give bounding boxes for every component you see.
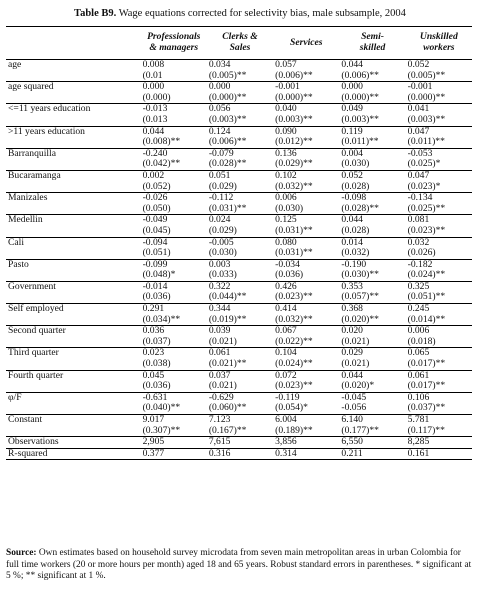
variable-label: Second quarter (6, 326, 141, 337)
coefficient-cell: 0.052 (339, 170, 405, 181)
coefficient-cell: -0.026 (141, 193, 207, 204)
column-header-row (6, 27, 472, 60)
coefficient-cell: 0.041 (406, 104, 472, 115)
std-error-cell: (0.030) (275, 202, 304, 214)
coefficient-cell: 0.040 (273, 104, 339, 115)
coefficient-cell: -0.112 (207, 193, 273, 204)
std-error-cell: (0.031)** (275, 247, 313, 259)
variable-label: <=11 years education (6, 104, 141, 115)
std-error-cell: (0.017)** (407, 380, 446, 392)
std-error-cell: (0.036) (142, 380, 171, 392)
stat-label: R-squared (6, 448, 141, 460)
variable-label: φ/F (6, 392, 141, 403)
coefficient-cell: 0.291 (141, 304, 207, 315)
std-error-cell: (0.025)** (407, 202, 446, 214)
coefficient-cell: 0.136 (273, 148, 339, 159)
std-error-cell: -0.056 (341, 402, 367, 414)
std-error-cell: (0.017)** (407, 358, 446, 370)
std-error-cell: (0.045) (142, 224, 171, 236)
variable-label-blank (6, 182, 141, 193)
std-error-cell: (0.031)** (275, 224, 313, 236)
std-error-cell: (0.018) (407, 335, 436, 347)
std-error-cell: (0.117)** (407, 424, 445, 436)
coefficient-cell: 0.003 (207, 259, 273, 270)
coefficient-cell: 0.051 (207, 170, 273, 181)
std-error-cell: (0.032)** (275, 313, 313, 325)
variable-label: Manizales (6, 193, 141, 204)
coefficient-cell: -0.001 (273, 82, 339, 93)
table-title: Wage equations corrected for selectivity bias, male subsample, 2004 (118, 8, 406, 19)
coefficient-cell: -0.134 (406, 193, 472, 204)
std-error-cell: (0.029) (208, 224, 237, 236)
std-error-cell: (0.028) (341, 180, 370, 192)
coefficient-cell: 0.036 (141, 326, 207, 337)
coefficient-cell: 0.002 (141, 170, 207, 181)
std-error-cell: (0.011)** (407, 136, 445, 148)
variable-label: Government (6, 281, 141, 292)
se-row (6, 359, 472, 370)
coefficient-cell: -0.045 (339, 392, 405, 403)
coef-row (6, 215, 472, 226)
regression-table (6, 26, 472, 460)
variable-label: Constant (6, 415, 141, 426)
variable-label-blank (6, 403, 141, 414)
coefficient-cell: -0.240 (141, 148, 207, 159)
variable-label-blank (6, 381, 141, 392)
coefficient-cell: 0.000 (207, 82, 273, 93)
coefficient-cell: 0.353 (339, 281, 405, 292)
std-error-cell: (0.003)** (208, 113, 247, 125)
coefficient-cell: 0.090 (273, 126, 339, 137)
variable-label: Fourth quarter (6, 370, 141, 381)
se-row (6, 93, 472, 104)
coefficient-cell: 0.032 (406, 237, 472, 248)
se-row (6, 426, 472, 437)
variable-label-blank (6, 426, 141, 437)
coefficient-cell: 0.047 (406, 126, 472, 137)
source-label: Source: (6, 548, 37, 558)
std-error-cell: (0.023)* (407, 180, 441, 192)
column-header: Professionals & managers (147, 31, 201, 53)
se-row (6, 292, 472, 303)
std-error-cell: (0.307)** (142, 424, 181, 436)
stat-value: 0.314 (273, 448, 339, 460)
std-error-cell: (0.006)** (341, 69, 379, 81)
variable-label-blank (6, 137, 141, 148)
coef-row (6, 415, 472, 426)
se-row (6, 226, 472, 237)
coefficient-cell: -0.190 (339, 259, 405, 270)
variable-label-blank (6, 337, 141, 348)
coefficient-cell: 0.081 (406, 215, 472, 226)
std-error-cell: (0.030) (341, 158, 370, 170)
coefficient-cell: 0.024 (207, 215, 273, 226)
coefficient-cell: 0.029 (339, 348, 405, 359)
coefficient-cell: -0.079 (207, 148, 273, 159)
se-row (6, 248, 472, 259)
header-empty (6, 27, 141, 60)
std-error-cell: (0.054)* (275, 402, 308, 414)
variable-label: age squared (6, 82, 141, 93)
coefficient-cell: -0.119 (273, 392, 339, 403)
variable-label: Third quarter (6, 348, 141, 359)
coefficient-cell: 7.123 (207, 415, 273, 426)
se-row (6, 270, 472, 281)
stat-value: 0.377 (141, 448, 207, 460)
std-error-cell: (0.000) (142, 91, 171, 103)
variable-label-blank (6, 71, 141, 82)
coefficient-cell: 9.017 (141, 415, 207, 426)
std-error-cell: (0.026) (407, 247, 436, 259)
coefficient-cell: 0.414 (273, 304, 339, 315)
column-header: Clerks & Sales (222, 31, 258, 53)
coefficient-cell: 0.057 (275, 59, 297, 70)
variable-label: Self employed (6, 304, 141, 315)
stat-value: 0.316 (207, 448, 273, 460)
coef-row (6, 370, 472, 381)
std-error-cell: (0.008)** (142, 136, 181, 148)
coefficient-cell: 0.047 (406, 170, 472, 181)
se-row (6, 137, 472, 148)
coefficient-cell: 5.781 (406, 415, 472, 426)
coefficient-cell: 0.325 (406, 281, 472, 292)
stat-value: 6,550 (339, 437, 405, 449)
variable-label-blank (6, 226, 141, 237)
se-row (6, 71, 472, 82)
source-note (6, 548, 472, 583)
variable-label: Barranquilla (6, 148, 141, 159)
stat-value: 7,615 (207, 437, 273, 449)
se-row (6, 182, 472, 193)
coefficient-cell: 0.044 (341, 59, 363, 70)
std-error-cell: (0.177)** (341, 424, 379, 436)
std-error-cell: (0.051) (142, 247, 171, 259)
std-error-cell: (0.057)** (341, 291, 379, 303)
std-error-cell: (0.014)** (407, 313, 446, 325)
coefficient-cell: -0.049 (141, 215, 207, 226)
coefficient-cell: -0.053 (406, 148, 472, 159)
std-error-cell: (0.005)** (208, 69, 247, 81)
coefficient-cell: 0.004 (339, 148, 405, 159)
source-text: Own estimates based on household survey microdata from seven main metropolitan areas in urban Colombia for full time workers (20 or more hours per month) aged 18 and 65 years. Robust standard errors in parentheses. * significant at 5 %; ** significant at 1 %. (6, 548, 472, 581)
std-error-cell: (0.029)** (275, 158, 313, 170)
std-error-cell: (0.01 (142, 69, 163, 81)
std-error-cell: (0.003)** (407, 113, 446, 125)
coefficient-cell: 0.344 (207, 304, 273, 315)
stat-row (6, 437, 472, 449)
coefficient-cell: 0.124 (207, 126, 273, 137)
std-error-cell: (0.032)** (275, 180, 313, 192)
std-error-cell: (0.042)** (142, 158, 181, 170)
coefficient-cell: -0.631 (141, 392, 207, 403)
std-error-cell: (0.000)** (208, 91, 247, 103)
column-header: Unskilled workers (419, 31, 458, 53)
variable-label: Pasto (6, 259, 141, 270)
variable-label-blank (6, 248, 141, 259)
coefficient-cell: 0.045 (141, 370, 207, 381)
stat-value: 0.211 (339, 448, 405, 460)
stat-value: 2,905 (141, 437, 207, 449)
coefficient-cell: 6.004 (273, 415, 339, 426)
std-error-cell: (0.021) (341, 358, 370, 370)
coefficient-cell: 0.065 (406, 348, 472, 359)
coefficient-cell: 0.080 (273, 237, 339, 248)
std-error-cell: (0.021) (208, 380, 237, 392)
variable-label: Medellin (6, 215, 141, 226)
std-error-cell: (0.005)** (407, 69, 446, 81)
variable-label-blank (6, 115, 141, 126)
std-error-cell: (0.012)** (275, 136, 313, 148)
variable-label: >11 years education (6, 126, 141, 137)
std-error-cell: (0.036) (275, 269, 304, 281)
std-error-cell: (0.044)** (208, 291, 247, 303)
se-row (6, 159, 472, 170)
coef-row (6, 60, 472, 71)
table-caption (0, 8, 480, 19)
coefficient-cell: 6.140 (339, 415, 405, 426)
coefficient-cell: -0.098 (339, 193, 405, 204)
std-error-cell: (0.020)** (341, 313, 379, 325)
column-header: Semi- skilled (359, 31, 386, 53)
std-error-cell: (0.023)** (407, 224, 446, 236)
coefficient-cell: 0.000 (339, 82, 405, 93)
coefficient-cell: 0.044 (339, 215, 405, 226)
std-error-cell: (0.031)** (208, 202, 247, 214)
coefficient-cell: 0.245 (406, 304, 472, 315)
std-error-cell: (0.040)** (142, 402, 181, 414)
std-error-cell: (0.034)** (142, 313, 181, 325)
se-row (6, 115, 472, 126)
se-row (6, 381, 472, 392)
std-error-cell: (0.003)** (341, 113, 379, 125)
std-error-cell: (0.000)** (341, 91, 379, 103)
std-error-cell: (0.036) (142, 291, 171, 303)
coefficient-cell: -0.013 (141, 104, 207, 115)
std-error-cell: (0.000)** (407, 91, 446, 103)
coef-row (6, 237, 472, 248)
std-error-cell: (0.048)* (142, 269, 176, 281)
std-error-cell: (0.021)** (208, 358, 247, 370)
std-error-cell: (0.050) (142, 202, 171, 214)
variable-label-blank (6, 204, 141, 215)
coefficient-cell: 0.067 (273, 326, 339, 337)
variable-label: age (8, 59, 22, 70)
variable-label: Cali (6, 237, 141, 248)
coefficient-cell: 0.322 (207, 281, 273, 292)
coefficient-cell: 0.006 (406, 326, 472, 337)
se-row (6, 337, 472, 348)
table-body (6, 60, 472, 460)
coefficient-cell: -0.014 (141, 281, 207, 292)
table-label: Table B9. (74, 8, 117, 19)
coefficient-cell: 0.044 (141, 126, 207, 137)
stat-value: 0.161 (406, 448, 472, 460)
std-error-cell: (0.037)** (407, 402, 446, 414)
coefficient-cell: 0.106 (406, 392, 472, 403)
coefficient-cell: 0.037 (207, 370, 273, 381)
std-error-cell: (0.013 (142, 113, 168, 125)
std-error-cell: (0.032) (341, 247, 370, 259)
coefficient-cell: -0.182 (406, 259, 472, 270)
coefficient-cell: 0.102 (273, 170, 339, 181)
stat-row (6, 448, 472, 460)
coefficient-cell: 0.119 (339, 126, 405, 137)
coefficient-cell: 0.000 (141, 82, 207, 93)
column-header: Services (290, 36, 323, 48)
std-error-cell: (0.167)** (208, 424, 247, 436)
std-error-cell: (0.023)** (275, 380, 313, 392)
std-error-cell: (0.033) (208, 269, 237, 281)
std-error-cell: (0.037) (142, 335, 171, 347)
coefficient-cell: 0.006 (273, 193, 339, 204)
coefficient-cell: -0.629 (207, 392, 273, 403)
coefficient-cell: 0.056 (207, 104, 273, 115)
stat-value: 3,856 (273, 437, 339, 449)
coefficient-cell: 0.039 (207, 326, 273, 337)
variable-label-blank (6, 270, 141, 281)
std-error-cell: (0.024)** (275, 358, 313, 370)
std-error-cell: (0.028)** (341, 202, 379, 214)
std-error-cell: (0.028)** (208, 158, 247, 170)
std-error-cell: (0.021) (208, 335, 237, 347)
coef-row (6, 259, 472, 270)
coef-row (6, 326, 472, 337)
stat-value: 8,285 (406, 437, 472, 449)
coefficient-cell: -0.094 (141, 237, 207, 248)
std-error-cell: (0.052) (142, 180, 171, 192)
std-error-cell: (0.021) (341, 335, 370, 347)
stat-label: Observations (6, 437, 141, 449)
coefficient-cell: 0.049 (339, 104, 405, 115)
variable-label: Bucaramanga (6, 170, 141, 181)
std-error-cell: (0.022)** (275, 335, 313, 347)
coefficient-cell: 0.052 (407, 59, 430, 70)
std-error-cell: (0.038) (142, 358, 171, 370)
std-error-cell: (0.003)** (275, 113, 313, 125)
coefficient-cell: 0.061 (406, 370, 472, 381)
std-error-cell: (0.029) (208, 180, 237, 192)
std-error-cell: (0.060)** (208, 402, 247, 414)
std-error-cell: (0.000)** (275, 91, 313, 103)
variable-label-blank (6, 159, 141, 170)
coefficient-cell: -0.099 (141, 259, 207, 270)
coefficient-cell: 0.014 (339, 237, 405, 248)
std-error-cell: (0.028) (341, 224, 370, 236)
coefficient-cell: -0.005 (207, 237, 273, 248)
std-error-cell: (0.006)** (275, 69, 313, 81)
std-error-cell: (0.051)** (407, 291, 446, 303)
variable-label-blank (6, 359, 141, 370)
coefficient-cell: 0.020 (339, 326, 405, 337)
se-row (6, 315, 472, 326)
coefficient-cell: 0.008 (142, 59, 165, 70)
coefficient-cell: 0.061 (207, 348, 273, 359)
std-error-cell: (0.020)* (341, 380, 375, 392)
coefficient-cell: -0.034 (273, 259, 339, 270)
se-row (6, 204, 472, 215)
std-error-cell: (0.019)** (208, 313, 247, 325)
coefficient-cell: 0.368 (339, 304, 405, 315)
coefficient-cell: 0.023 (141, 348, 207, 359)
std-error-cell: (0.006)** (208, 136, 247, 148)
variable-label-blank (6, 93, 141, 104)
coefficient-cell: 0.104 (273, 348, 339, 359)
coefficient-cell: 0.072 (273, 370, 339, 381)
coefficient-cell: 0.426 (273, 281, 339, 292)
std-error-cell: (0.030)** (341, 269, 379, 281)
coefficient-cell: 0.125 (273, 215, 339, 226)
coefficient-cell: -0.001 (406, 82, 472, 93)
coef-row (6, 304, 472, 315)
variable-label-blank (6, 292, 141, 303)
std-error-cell: (0.011)** (341, 136, 379, 148)
std-error-cell: (0.024)** (407, 269, 446, 281)
se-row (6, 403, 472, 414)
coef-row (6, 170, 472, 181)
std-error-cell: (0.023)** (275, 291, 313, 303)
coefficient-cell: 0.034 (208, 59, 231, 70)
variable-label-blank (6, 315, 141, 326)
std-error-cell: (0.030) (208, 247, 237, 259)
coefficient-cell: 0.044 (339, 370, 405, 381)
std-error-cell: (0.189)** (275, 424, 313, 436)
std-error-cell: (0.025)* (407, 158, 441, 170)
